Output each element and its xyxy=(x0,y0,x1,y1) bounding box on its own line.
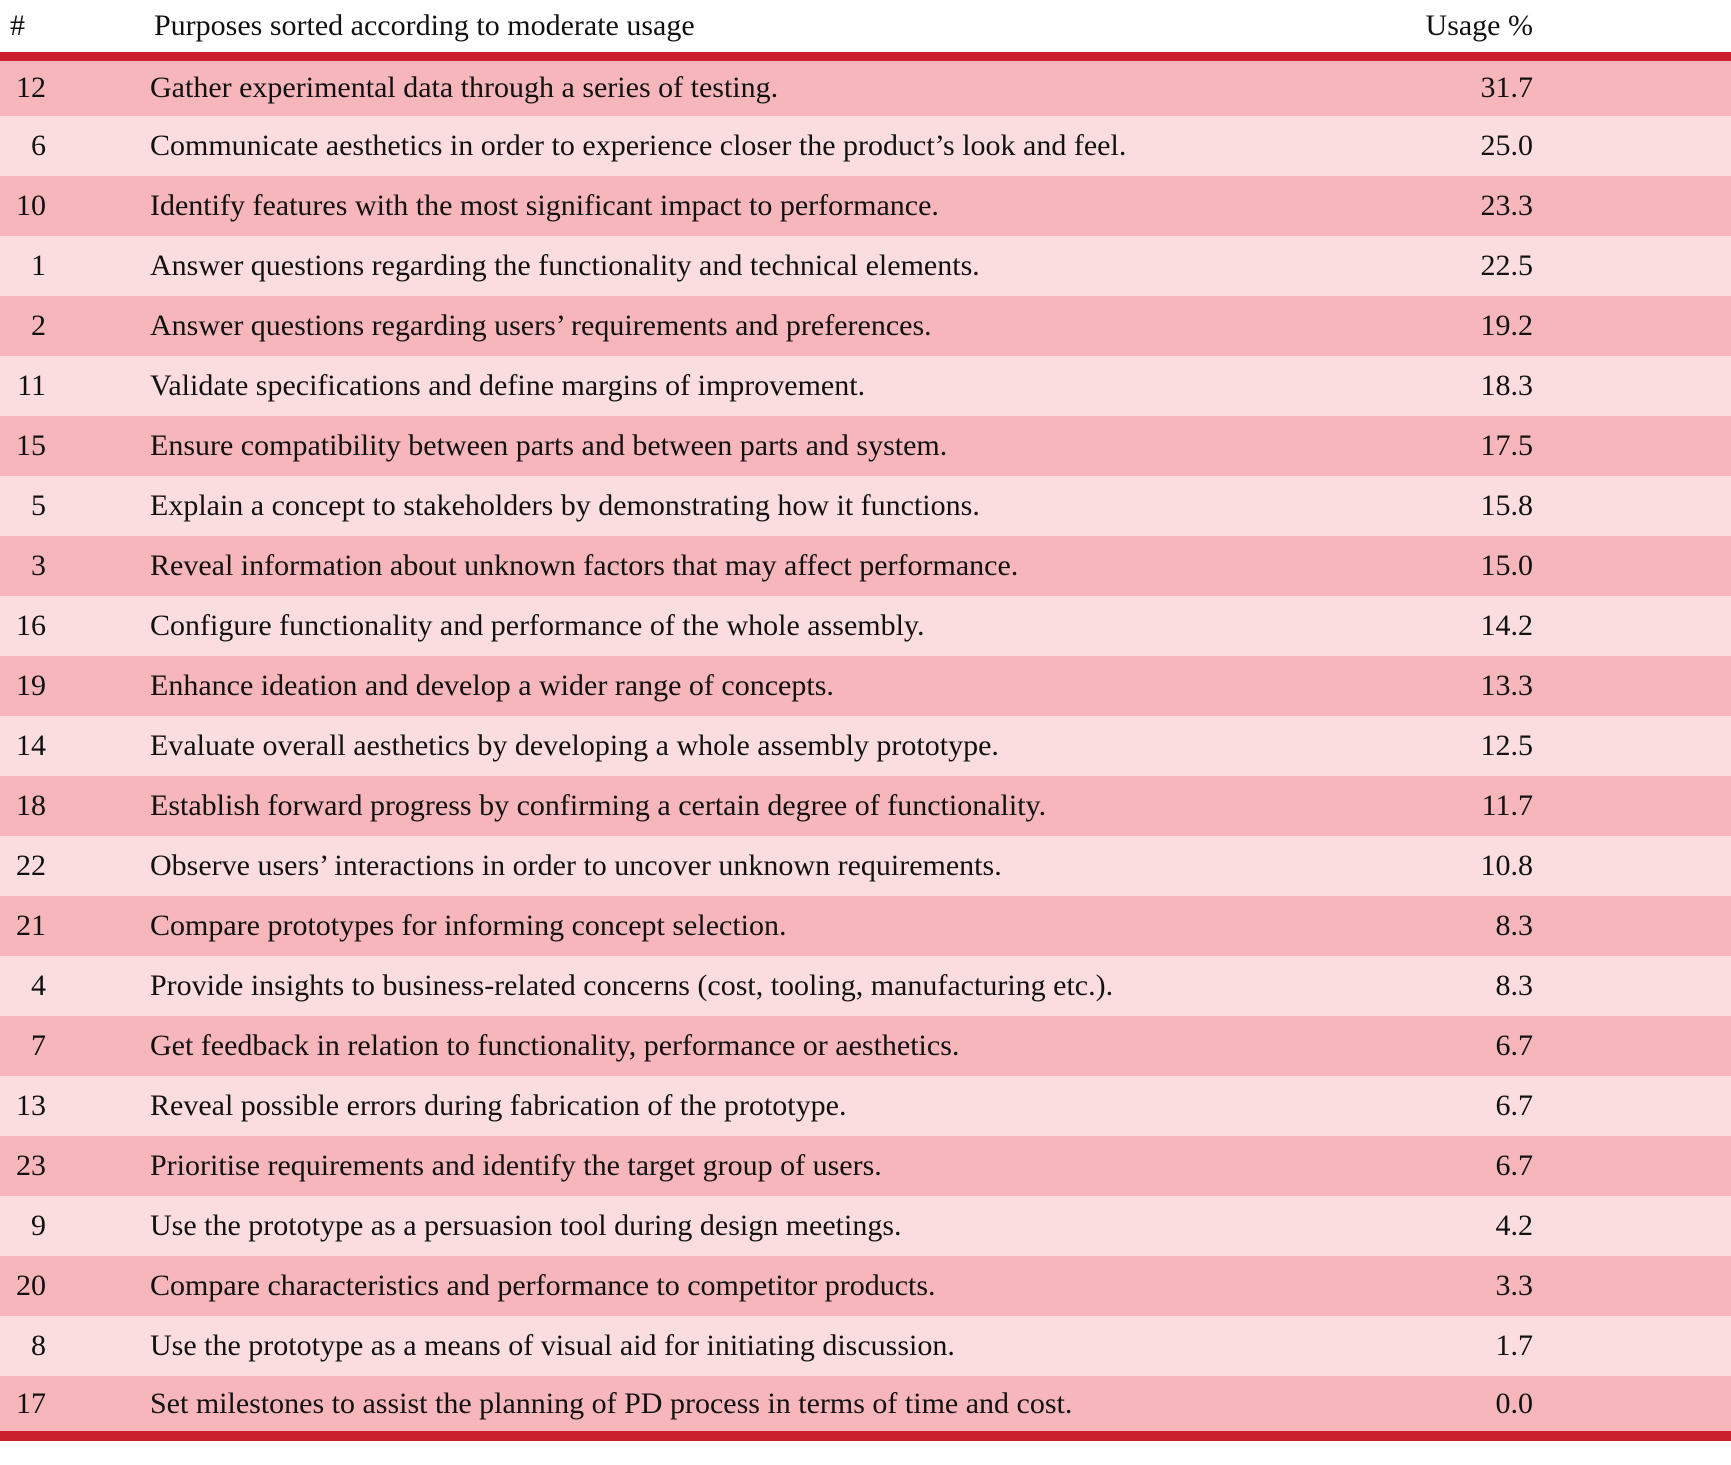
row-usage-percent: 15.8 xyxy=(1480,489,1533,522)
row-purpose: Identify features with the most significant impact to performance. xyxy=(150,189,939,222)
table-row xyxy=(0,476,1731,536)
row-usage-percent: 14.2 xyxy=(1480,609,1533,642)
row-purpose: Compare characteristics and performance to competitor products. xyxy=(150,1269,936,1302)
row-purpose: Set milestones to assist the planning of PD process in terms of time and cost. xyxy=(150,1386,1073,1420)
row-number: 23 xyxy=(16,1149,46,1182)
row-usage-percent: 3.3 xyxy=(1495,1269,1533,1302)
table-header xyxy=(0,0,1731,56)
table-row xyxy=(0,1016,1731,1076)
row-purpose: Provide insights to business-related concerns (cost, tooling, manufacturing etc.). xyxy=(150,969,1114,1002)
row-number: 5 xyxy=(31,489,46,522)
row-purpose: Get feedback in relation to functionality, performance or aesthetics. xyxy=(150,1029,960,1062)
table-row xyxy=(0,776,1731,836)
row-purpose: Evaluate overall aesthetics by developing a whole assembly prototype. xyxy=(150,729,999,762)
table-row xyxy=(0,176,1731,236)
row-number: 10 xyxy=(16,189,46,222)
row-number: 3 xyxy=(31,549,46,582)
row-number: 16 xyxy=(16,609,46,642)
row-number: 21 xyxy=(16,909,46,942)
table-row xyxy=(0,1256,1731,1316)
row-purpose: Answer questions regarding users’ requirements and preferences. xyxy=(150,309,932,342)
row-purpose: Configure functionality and performance of the whole assembly. xyxy=(150,609,925,642)
table-row xyxy=(0,356,1731,416)
table-row xyxy=(0,56,1731,116)
row-usage-percent: 25.0 xyxy=(1480,129,1533,162)
row-purpose: Enhance ideation and develop a wider range of concepts. xyxy=(150,669,834,702)
table-row xyxy=(0,836,1731,896)
col-header-usage-percent: Usage % xyxy=(1425,8,1533,42)
table-row xyxy=(0,596,1731,656)
row-usage-percent: 4.2 xyxy=(1495,1209,1533,1242)
row-usage-percent: 13.3 xyxy=(1480,669,1533,702)
table-row xyxy=(0,536,1731,596)
row-usage-percent: 6.7 xyxy=(1495,1149,1533,1182)
row-purpose: Use the prototype as a means of visual aid for initiating discussion. xyxy=(150,1329,955,1362)
row-usage-percent: 12.5 xyxy=(1480,729,1533,762)
table-row xyxy=(0,236,1731,296)
table-row xyxy=(0,116,1731,176)
row-number: 22 xyxy=(16,849,46,882)
row-purpose: Prioritise requirements and identify the target group of users. xyxy=(150,1149,882,1182)
row-usage-percent: 1.7 xyxy=(1495,1329,1533,1362)
row-number: 9 xyxy=(31,1209,46,1242)
row-usage-percent: 0.0 xyxy=(1495,1386,1533,1420)
table-row xyxy=(0,416,1731,476)
table-row xyxy=(0,296,1731,356)
row-purpose: Validate specifications and define margins of improvement. xyxy=(150,369,866,402)
col-header-number: # xyxy=(10,8,25,42)
row-purpose: Gather experimental data through a series of testing. xyxy=(150,71,779,105)
table-row xyxy=(0,1376,1731,1436)
table-row xyxy=(0,956,1731,1016)
row-number: 7 xyxy=(31,1029,46,1062)
row-purpose: Explain a concept to stakeholders by demonstrating how it functions. xyxy=(150,489,980,522)
row-number: 18 xyxy=(16,789,46,822)
row-number: 6 xyxy=(31,129,46,162)
row-purpose: Use the prototype as a persuasion tool during design meetings. xyxy=(150,1209,902,1242)
table-row xyxy=(0,896,1731,956)
row-purpose: Establish forward progress by confirming a certain degree of functionality. xyxy=(150,789,1047,822)
row-usage-percent: 6.7 xyxy=(1495,1089,1533,1122)
row-usage-percent: 8.3 xyxy=(1495,909,1533,942)
row-number: 1 xyxy=(31,249,46,282)
row-number: 8 xyxy=(31,1329,46,1362)
table-row xyxy=(0,1316,1731,1376)
row-number: 15 xyxy=(16,429,46,462)
row-purpose: Communicate aesthetics in order to experience closer the product’s look and feel. xyxy=(150,129,1127,162)
row-usage-percent: 18.3 xyxy=(1480,369,1533,402)
row-number: 14 xyxy=(16,729,46,762)
header-row xyxy=(0,0,1731,56)
row-number: 11 xyxy=(17,369,46,402)
row-usage-percent: 23.3 xyxy=(1480,189,1533,222)
row-usage-percent: 19.2 xyxy=(1480,309,1533,342)
col-header-purposes: Purposes sorted according to moderate usage xyxy=(154,8,695,42)
table-row xyxy=(0,716,1731,776)
row-number: 20 xyxy=(16,1269,46,1302)
row-purpose: Compare prototypes for informing concept selection. xyxy=(150,909,787,942)
row-usage-percent: 6.7 xyxy=(1495,1029,1533,1062)
row-usage-percent: 15.0 xyxy=(1480,549,1533,582)
row-purpose: Reveal possible errors during fabrication of the prototype. xyxy=(150,1089,847,1122)
row-usage-percent: 10.8 xyxy=(1480,849,1533,882)
row-number: 13 xyxy=(16,1089,46,1122)
table-row xyxy=(0,656,1731,716)
table-row xyxy=(0,1136,1731,1196)
row-usage-percent: 31.7 xyxy=(1480,71,1533,105)
row-purpose: Ensure compatibility between parts and between parts and system. xyxy=(150,429,948,462)
table-row xyxy=(0,1076,1731,1136)
row-purpose: Reveal information about unknown factors that may affect performance. xyxy=(150,549,1019,582)
row-usage-percent: 22.5 xyxy=(1480,249,1533,282)
row-usage-percent: 17.5 xyxy=(1480,429,1533,462)
row-purpose: Observe users’ interactions in order to uncover unknown requirements. xyxy=(150,849,1002,882)
row-purpose: Answer questions regarding the functionality and technical elements. xyxy=(150,249,980,282)
table-body xyxy=(0,56,1731,1436)
row-number: 19 xyxy=(16,669,46,702)
row-usage-percent: 8.3 xyxy=(1495,969,1533,1002)
table-row xyxy=(0,1196,1731,1256)
row-usage-percent: 11.7 xyxy=(1481,789,1533,822)
row-number: 4 xyxy=(31,969,46,1002)
row-number: 2 xyxy=(31,309,46,342)
row-number: 17 xyxy=(16,1386,46,1420)
row-number: 12 xyxy=(16,71,46,105)
